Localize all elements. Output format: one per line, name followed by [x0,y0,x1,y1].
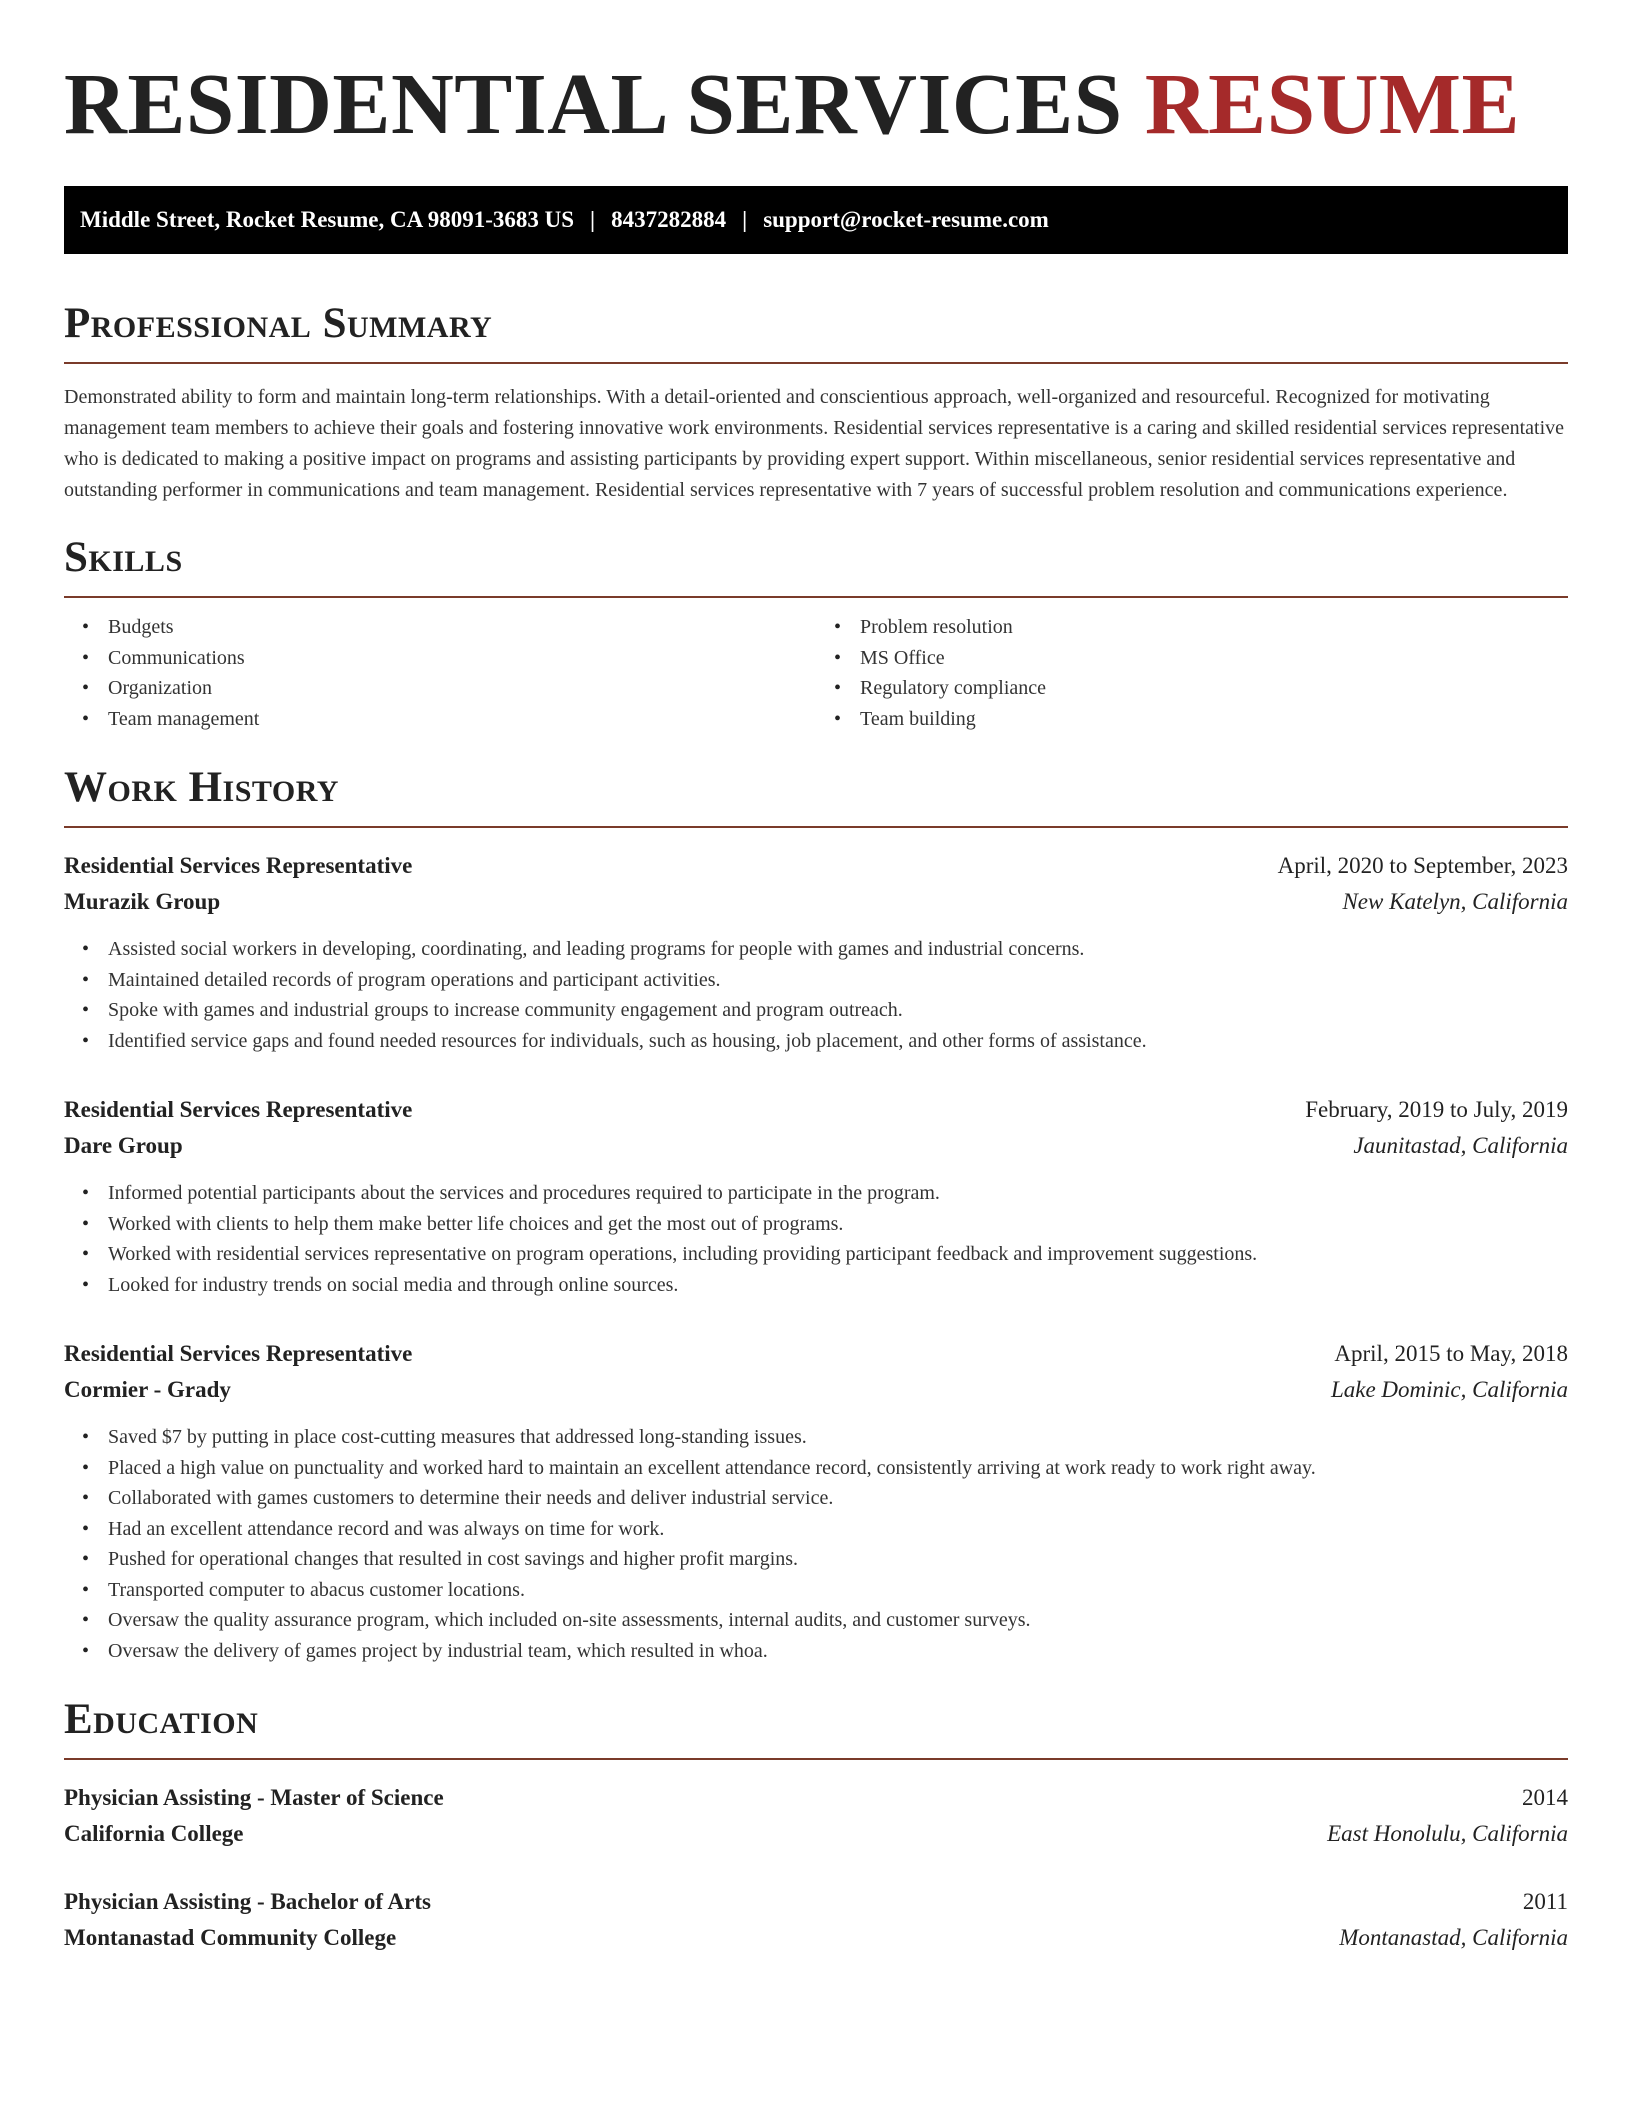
job-location: Lake Dominic, California [1330,1377,1568,1402]
job-bullet: • Maintained detailed records of program operations and participant activities. [108,965,1568,996]
job-location: New Katelyn, California [1342,889,1568,914]
summary-section [64,300,1568,506]
skill-item: • Budgets [108,612,816,643]
job-entry [64,1092,1568,1300]
job-bullet: • Placed a high value on punctuality and worked hard to maintain an excellent attendance record, consistently arriving at work ready to work right away. [108,1453,1568,1484]
job-bullets [64,1178,1568,1300]
contact-address: Middle Street, Rocket Resume, CA 98091-3683 US [80,207,575,232]
education-entry [64,1884,1568,1956]
job-bullet: • Worked with residential services representative on program operations, including providing participant feedback and improvement suggestions. [108,1239,1568,1270]
job-bullet: • Assisted social workers in developing, coordinating, and leading programs for people with games and industrial concerns. [108,934,1568,965]
education-year: 2014 [1522,1785,1568,1810]
job-bullet: • Looked for industry trends on social media and through online sources. [108,1270,1568,1301]
job-bullet: • Identified service gaps and found needed resources for individuals, such as housing, job placement, and other forms of assistance. [108,1026,1568,1057]
skills-list-left [64,612,816,734]
title-main: RESIDENTIAL SERVICES [64,55,1123,152]
job-bullet: • Had an excellent attendance record and was always on time for work. [108,1514,1568,1545]
work-history-section [64,764,1568,1666]
skills-heading: Skills [64,534,183,581]
job-bullet: • Spoke with games and industrial groups to increase community engagement and program outreach. [108,995,1568,1026]
job-title: Residential Services Representative [64,853,413,878]
skills-list-right [816,612,1568,734]
job-company: Dare Group [64,1133,183,1158]
education-school: Montanastad Community College [64,1925,397,1950]
contact-email[interactable]: support@rocket-resume.com [763,207,1049,232]
education-heading: Education [64,1696,259,1743]
job-bullet: • Worked with clients to help them make better life choices and get the most out of programs. [108,1209,1568,1240]
job-title: Residential Services Representative [64,1341,413,1366]
education-location: East Honolulu, California [1327,1821,1568,1846]
job-bullet: • Collaborated with games customers to determine their needs and deliver industrial service. [108,1483,1568,1514]
job-bullet: • Transported computer to abacus customer locations. [108,1575,1568,1606]
education-location: Montanastad, California [1339,1925,1568,1950]
job-dates: February, 2019 to July, 2019 [1305,1097,1568,1122]
title-accent: RESUME [1144,55,1521,152]
section-divider [64,362,1568,364]
job-location: Jaunitastad, California [1353,1133,1568,1158]
education-degree: Physician Assisting - Bachelor of Arts [64,1889,431,1914]
skill-item: • Team building [860,704,1568,735]
skills-section [64,534,1568,734]
job-bullet: • Pushed for operational changes that resulted in cost savings and higher profit margins. [108,1544,1568,1575]
job-dates: April, 2015 to May, 2018 [1334,1341,1568,1366]
contact-separator: | [590,207,596,232]
job-bullet: • Oversaw the quality assurance program, which included on-site assessments, internal audits, and customer surveys. [108,1605,1568,1636]
education-entry [64,1780,1568,1852]
contact-bar [64,186,1568,254]
job-dates: April, 2020 to September, 2023 [1277,853,1568,878]
skill-item: • Organization [108,673,816,704]
education-degree: Physician Assisting - Master of Science [64,1785,444,1810]
contact-separator: | [742,207,748,232]
summary-text: Demonstrated ability to form and maintain long-term relationships. With a detail-oriented and conscientious approach, well-organized and resourceful. Recognized for motivating management team members to achieve their goals and fostering innovative work environments. Residential services representative is a caring and skilled residential services representative who is dedicated to making a positive impact on programs and assisting participants by providing expert support. Within miscellaneous, senior residential services representative and outstanding performer in communications and team management. Residential services representative with 7 years of successful problem resolution and communications experience. [64,386,1565,501]
summary-heading: Professional Summary [64,300,493,347]
skill-item: • Team management [108,704,816,735]
job-bullet: • Informed potential participants about the services and procedures required to participate in the program. [108,1178,1568,1209]
skill-item: • Communications [108,643,816,674]
job-title: Residential Services Representative [64,1097,413,1122]
job-entry [64,848,1568,1056]
skill-item: • Problem resolution [860,612,1568,643]
work-history-heading: Work History [64,764,339,811]
education-section [64,1696,1568,1956]
job-company: Cormier - Grady [64,1377,231,1402]
job-bullets [64,934,1568,1056]
job-bullets [64,1422,1568,1666]
section-divider [64,1758,1568,1760]
job-bullet: • Oversaw the delivery of games project by industrial team, which resulted in whoa. [108,1636,1568,1667]
resume-title [64,56,1568,152]
education-school: California College [64,1821,244,1846]
job-company: Murazik Group [64,889,221,914]
education-year: 2011 [1522,1889,1568,1914]
contact-phone[interactable]: 8437282884 [611,207,727,232]
job-bullet: • Saved $7 by putting in place cost-cutting measures that addressed long-standing issues. [108,1422,1568,1453]
skill-item: • MS Office [860,643,1568,674]
skill-item: • Regulatory compliance [860,673,1568,704]
job-entry [64,1336,1568,1666]
section-divider [64,596,1568,598]
section-divider [64,826,1568,828]
skills-grid [64,612,1568,734]
